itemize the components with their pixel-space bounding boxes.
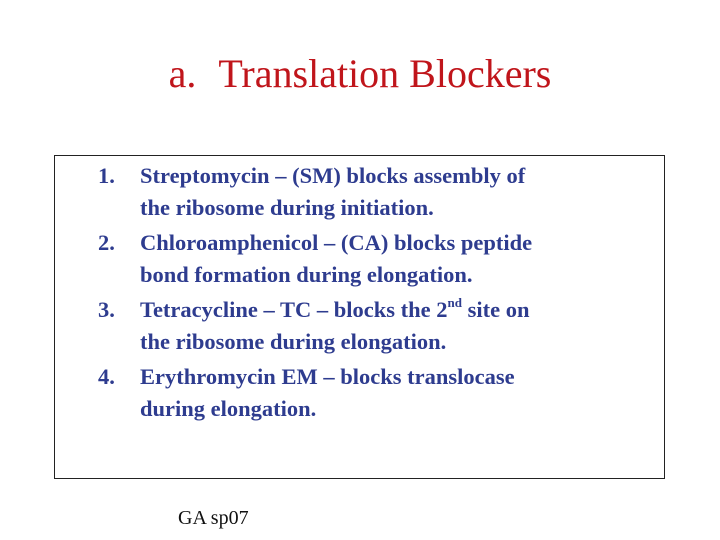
title-text: Translation Blockers <box>218 51 552 96</box>
list-item <box>98 294 658 358</box>
item-line: Streptomycin – (SM) blocks assembly of <box>140 163 526 188</box>
item-number: 2. <box>98 230 115 255</box>
item-line: Chloroamphenicol – (CA) blocks peptide <box>140 230 533 255</box>
list-item <box>98 361 658 425</box>
drug-list <box>98 160 658 428</box>
item-line <box>140 294 658 326</box>
item-line: during elongation. <box>140 396 317 421</box>
item-line: bond formation during elongation. <box>140 262 473 287</box>
item-number: 4. <box>98 364 115 389</box>
item-number: 3. <box>98 297 115 322</box>
item-line: Erythromycin EM – blocks translocase <box>140 364 515 389</box>
item-text: Tetracycline – TC – blocks the 2 <box>140 297 448 322</box>
list-item <box>98 160 658 224</box>
item-number: 1. <box>98 163 115 188</box>
list-item <box>98 227 658 291</box>
item-text: site on <box>461 297 530 322</box>
footer-label: GA sp07 <box>178 507 249 529</box>
slide-title <box>0 44 720 104</box>
ordinal-suffix: nd <box>447 294 462 310</box>
title-number: a. <box>168 51 197 96</box>
item-line: the ribosome during elongation. <box>140 329 447 354</box>
item-line: the ribosome during initiation. <box>140 195 434 220</box>
